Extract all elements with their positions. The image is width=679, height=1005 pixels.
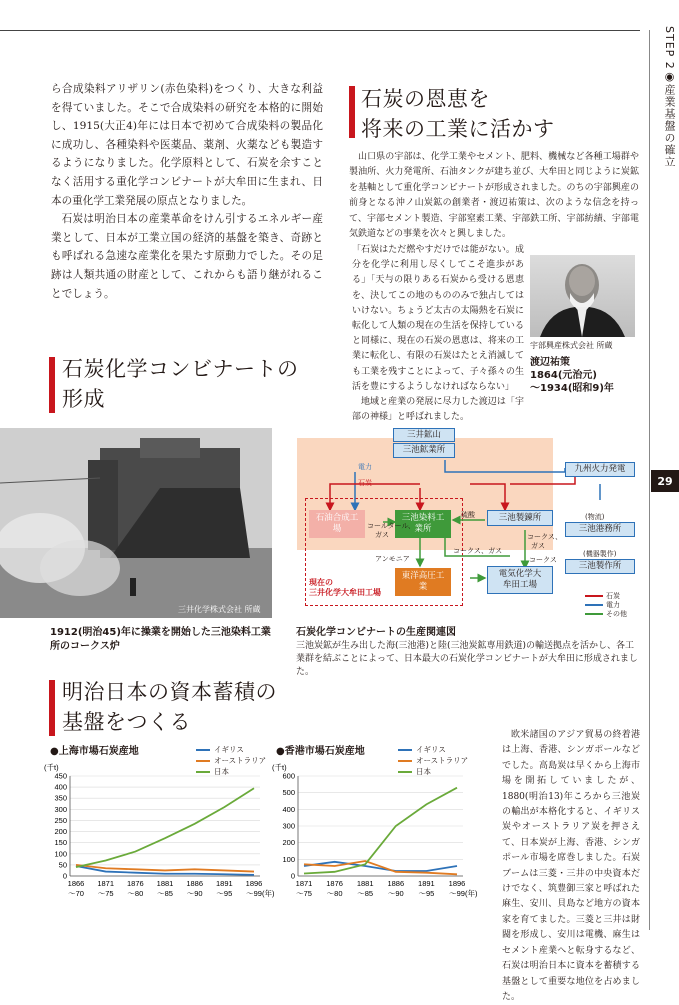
step-label: STEP 2◉産業基盤の確立 — [663, 26, 676, 168]
x-tick-label: 〜90 — [186, 889, 203, 898]
top-rule — [0, 30, 640, 31]
y-tick-label: 0 — [62, 871, 67, 881]
y-tick-label: 100 — [282, 854, 295, 864]
legend-label-jp: 日本 — [214, 767, 229, 776]
section3-heading — [62, 677, 362, 737]
y-tick-label: 50 — [58, 860, 67, 870]
coke-oven-illustration — [0, 428, 272, 618]
production-diagram — [295, 428, 640, 618]
coke-caption-line2: 所のコークス炉 — [50, 641, 120, 652]
label-gas: ガス — [375, 531, 389, 539]
section2-heading-line2: 形成 — [62, 387, 105, 411]
y-unit-label: (千t) — [272, 763, 287, 772]
legend-label-jp: 日本 — [416, 767, 431, 776]
intro-paragraph-2: 石炭は明治日本の産業革命をけん引するエネルギー産業として、日本が工業立国の経済的基盤を築き、奇跡とも呼ばれる急速な産業化を果たす原動力でした。その足跡は人類共通の財産として、これからも語り継がれることでしょう。 — [51, 213, 323, 300]
node-kyushu-power: 九州火力発電 — [565, 462, 635, 477]
portrait-dates-2: 〜1934(昭和9)年 — [530, 383, 614, 394]
node-denka: 電気化学大牟田工場 — [487, 566, 553, 594]
watanabe-portrait — [530, 255, 635, 337]
section1-text: 山口県の宇部は、化学工業やセメント、肥料、機械など各種工場群や製油所、火力発電所、石油タンクが建ち並び、大牟田と同じように炭鉱を基軸として重化学コンビナートが形成されました。のちの宇部興産の前身となる沖ノ山炭鉱の創業者・渡辺祐策は、次のような信念を持って、宇部セメント製造、宇部窒素工業、宇部鉄工所、宇部紡績、宇部電気鉄道などの事業を次々と興しました。 — [349, 152, 639, 240]
label-gas-2: ガス — [531, 542, 545, 550]
section3-heading-bar — [49, 680, 55, 736]
x-unit-label: (年) — [262, 889, 275, 898]
shanghai-chart-title: ●上海市場石炭産地 — [50, 746, 139, 757]
y-tick-label: 450 — [54, 771, 67, 781]
legend-coal: 石炭 — [606, 592, 620, 600]
x-tick-label: 1871 — [97, 879, 115, 888]
label-coal: 石炭 — [358, 479, 372, 487]
label-coal-tar: コールタール、 — [367, 522, 415, 530]
hongkong-chart-title: ●香港市場石炭産地 — [276, 746, 365, 757]
portrait-illustration — [530, 255, 635, 337]
label-coke-gas: コークス、ガス — [453, 547, 503, 555]
x-tick-label: 1876 — [126, 879, 144, 888]
x-tick-label: 〜70 — [68, 889, 84, 898]
x-tick-label: 〜80 — [326, 889, 343, 898]
y-tick-label: 300 — [282, 821, 295, 831]
section2-heading — [62, 354, 342, 414]
x-tick-label: 1896 — [245, 879, 263, 888]
y-tick-label: 400 — [282, 804, 295, 814]
x-tick-label: 〜85 — [157, 889, 173, 898]
y-unit-label: (千t) — [44, 763, 59, 772]
hongkong-chart — [268, 758, 488, 918]
legend-power: 電力 — [606, 601, 620, 609]
current-label-2: 三井化学大牟田工場 — [309, 588, 381, 597]
section2-heading-bar — [49, 357, 55, 413]
section3-heading-line2: 基盤をつくる — [62, 710, 191, 734]
y-tick-label: 250 — [54, 815, 67, 825]
watanabe-after-text: 地域と産業の発展に尽力した渡辺は「宇部の神様」と呼ばれました。 — [352, 397, 524, 423]
coke-photo-caption — [50, 626, 280, 654]
side-rule — [649, 30, 650, 930]
machine-label: (機器製作) — [583, 550, 617, 558]
section1-heading-bar — [349, 86, 355, 138]
watanabe-quote-text: 「石炭はただ燃やすだけでは能がない。成分を化学に利用し尽くしてこそ進歩がある」「天与の限りある石炭から受ける恩恵を、決してこの地のもののみで独占してはいけない。ちょうど太古の太陽熱を石炭に転化して人類の現在の生活を保持していると同様に、現在の石炭の恩恵は、将来の工業に転化し、有限の石炭はたとえ消滅しても工業を残すことによって、子々孫々の生活を豊にするようしなければならない」 — [352, 245, 524, 392]
diagram-caption-text: 三池炭鉱が生み出した海(三池港)と陸(三池炭鉱専用鉄道)の輸送拠点を活かし、各工業群を結ぶことによって、日本最大の石炭化学コンビナートが大牟田に形成されました。 — [296, 641, 638, 677]
node-oil-synthesis: 石油合成工場 — [309, 510, 365, 538]
intro-paragraph-1: ら合成染料アリザリン(赤色染料)をつくり、大きな利益を得ていました。そこで合成染料の研究を本格的に開始し、1915(大正4)年には日本で初めて合成染料の製品化に成功し、各種染料や医薬品、薬剤、火薬なども製造するようになりました。化学原料として、石炭を余すことなく活用する重化学コンビナートが大牟田に生まれ、日本の重化学工業発展の原点となりました。 — [51, 83, 323, 207]
label-power: 電力 — [358, 463, 372, 471]
x-tick-label: 〜99 — [449, 889, 465, 898]
logistics-label: (物流) — [585, 513, 605, 521]
series-line-日本 — [304, 788, 457, 874]
portrait-caption — [530, 356, 614, 395]
x-tick-label: 1891 — [215, 879, 233, 888]
y-tick-label: 100 — [54, 849, 67, 859]
y-tick-label: 600 — [282, 771, 295, 781]
x-tick-label: 〜95 — [216, 889, 233, 898]
section1-heading — [361, 84, 641, 144]
x-tick-label: 〜90 — [387, 889, 404, 898]
portrait-dates-1: 1864(元治元) — [530, 370, 597, 381]
watanabe-quote — [352, 243, 524, 425]
y-tick-label: 400 — [54, 782, 67, 792]
x-tick-label: 〜75 — [296, 889, 312, 898]
portrait-name: 渡辺祐策 — [530, 357, 570, 368]
x-tick-label: 〜95 — [418, 889, 435, 898]
label-coke-gas-2: コークス、 — [527, 533, 563, 541]
node-toyo-koatsu: 東洋高圧工業 — [395, 568, 451, 596]
current-label-1: 現在の — [309, 578, 333, 587]
hongkong-legend-item-uk — [398, 744, 468, 755]
node-mitsui-mining: 三井鉱山 — [393, 428, 455, 442]
x-tick-label: 1886 — [186, 879, 204, 888]
y-tick-label: 350 — [54, 793, 67, 803]
legend-label-uk: イギリス — [416, 745, 446, 754]
y-tick-label: 300 — [54, 804, 67, 814]
legend-label-au: オーストラリア — [214, 756, 267, 765]
section1-heading-line1: 石炭の恩恵を — [361, 87, 490, 111]
series-line-日本 — [76, 788, 254, 867]
x-tick-label: 1876 — [326, 879, 343, 888]
x-tick-label: 1896 — [448, 879, 466, 888]
intro-text — [51, 80, 323, 303]
shanghai-legend-item-uk — [196, 744, 266, 755]
x-unit-label: (年) — [465, 889, 478, 898]
coke-photo-credit: 三井化学株式会社 所蔵 — [178, 605, 261, 614]
legend-label-uk: イギリス — [214, 745, 244, 754]
current-factory-label — [309, 578, 381, 598]
y-tick-label: 200 — [54, 827, 67, 837]
y-tick-label: 500 — [282, 788, 295, 798]
label-sulfuric: 硫酸 — [461, 511, 475, 519]
node-port-office: 三池港務所 — [565, 522, 635, 537]
x-tick-label: 〜99 — [246, 889, 262, 898]
section3-heading-line1: 明治日本の資本蓄積の — [62, 680, 277, 704]
label-ammonia: アンモニア — [375, 555, 410, 563]
x-tick-label: 〜80 — [127, 889, 144, 898]
x-tick-label: 1891 — [418, 879, 435, 888]
node-miike-mining: 三池鉱業所 — [393, 443, 455, 458]
y-tick-label: 0 — [290, 871, 295, 881]
x-tick-label: 1881 — [356, 879, 374, 888]
x-tick-label: 1881 — [156, 879, 174, 888]
coke-caption-line1: 1912(明治45)年に操業を開始した三池染料工業 — [50, 627, 271, 638]
x-tick-label: 1886 — [387, 879, 405, 888]
x-tick-label: 〜85 — [357, 889, 374, 898]
section1-heading-line2: 将来の工業に活かす — [361, 117, 555, 141]
section2-heading-line1: 石炭化学コンビナートの — [62, 357, 299, 381]
coke-oven-photo — [0, 428, 272, 618]
x-tick-label: 〜75 — [97, 889, 114, 898]
label-coke: コークス — [529, 556, 557, 564]
legend-swatch-uk — [196, 749, 210, 751]
page-number: 29 — [651, 470, 679, 492]
shanghai-chart — [40, 758, 275, 918]
legend-swatch-uk — [398, 749, 412, 751]
portrait-credit: 宇部興産株式会社 所蔵 — [530, 341, 613, 350]
node-miike-dye: 三池染料工業所 — [395, 510, 451, 538]
x-tick-label: 1866 — [67, 879, 85, 888]
legend-label-au: オーストラリア — [416, 756, 469, 765]
y-tick-label: 150 — [54, 838, 67, 848]
x-tick-label: 1871 — [295, 879, 313, 888]
section3-text: 欧米諸国のアジア貿易の終着港は上海、香港、シンガポールなどでした。高島炭は早くから上海市場を開拓していましたが、1880(明治13)年ころから三池炭の輸出が本格化すると、イギリス炭やオーストラリア炭を押さえて、日本炭が上海、香港、シンガポール市場を席巻しました。石炭ブームは三菱・三井の中央資本だけでなく、筑豊御三家と呼ばれた麻生、安川、貝島など地方の資本家を育てました。三菱と三井は財閥を形成し、安川は電機、麻生はセメント産業へと転身するなど、石炭は明治日本に資本を蓄積する基盤として重要な地位を占めました。 — [502, 730, 640, 1002]
node-machinery: 三池製作所 — [565, 559, 635, 574]
diagram-caption-title: 石炭化学コンビナートの生産関連図 — [296, 627, 456, 638]
legend-other: その他 — [606, 610, 627, 618]
y-tick-label: 200 — [282, 838, 295, 848]
node-miike-iron: 三池製錬所 — [487, 510, 553, 526]
